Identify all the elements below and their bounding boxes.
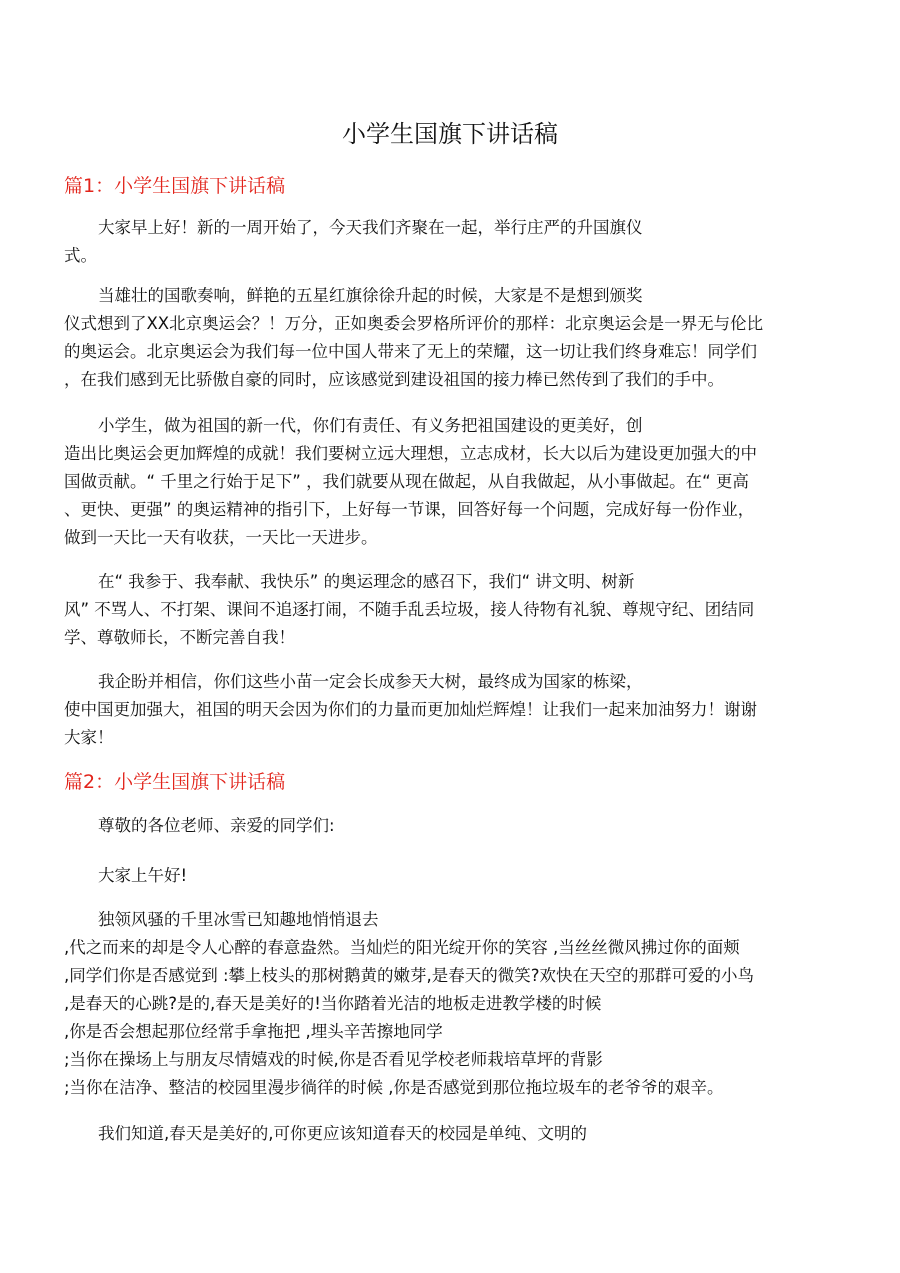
paragraph [64,282,763,394]
paragraph [64,1120,763,1148]
paragraph-line: 小学生，做为祖国的新一代，你们有责任、有义务把祖国建设的更美好，创 [98,416,643,435]
paragraph-line: 独领风骚的千里冰雪已知趣地悄悄退去 [98,910,379,929]
paragraph [64,568,763,652]
paragraph-line: ,你是否会想起那位经常手拿拖把 ,埋头辛苦擦地同学 [64,1022,443,1041]
paragraph-line: 造出比奥运会更加辉煌的成就！我们要树立远大理想，立志成材，长大以后为建设更加强大的中 [64,444,757,463]
paragraph [64,906,763,1102]
paragraph [64,214,763,270]
paragraph-line: 风” 不骂人、不打架、课间不追逐打闹，不随手乱丢垃圾，接人待物有礼貌、尊规守纪、团结同 [64,600,755,619]
paragraph-line: 、更快、更强” 的奥运精神的指引下，上好每一节课，回答好每一个问题，完成好每一份作业， [64,500,755,519]
paragraph-line: 我企盼并相信，你们这些小苗一定会长成参天大树，最终成为国家的栋梁， [98,672,643,691]
paragraph-line: 仪式想到了XX北京奥运会？！万分，正如奥委会罗格所评价的那样：北京奥运会是一界无与伦比 [64,314,764,333]
paragraph-line: ,代之而来的却是令人心醉的春意盎然。当灿烂的阳光绽开你的笑容 ,当丝丝微风拂过你的面颊 [64,938,740,957]
paragraph-line: ;当你在洁净、整洁的校园里漫步徜徉的时候 ,你是否感觉到那位拖垃圾车的老爷爷的艰辛。 [64,1078,724,1097]
paragraph-line: ,是春天的心跳?是的,春天是美好的!当你踏着光洁的地板走进教学楼的时候 [64,994,602,1013]
section-heading: 篇1：小学生国旗下讲话稿 [64,175,286,197]
paragraph-line: 我们知道,春天是美好的,可你更应该知道春天的校园是单纯、文明的 [98,1124,587,1143]
paragraph-line: 的奥运会。北京奥运会为我们每一位中国人带来了无上的荣耀，这一切让我们终身难忘！同学们 [64,342,757,361]
paragraph [64,862,763,890]
paragraph-line: 当雄壮的国歌奏响，鲜艳的五星红旗徐徐升起的时候，大家是不是想到颁奖 [98,286,643,305]
paragraph-line: ;当你在操场上与朋友尽情嬉戏的时候,你是否看见学校老师栽培草坪的背影 [64,1050,603,1069]
paragraph-line: 国做贡献。“ 千里之行始于足下” ，我们就要从现在做起，从自我做起，从小事做起。在“ 更高 [64,472,749,491]
paragraph-line: 在“ 我参于、我奉献、我快乐” 的奥运理念的感召下，我们“ 讲文明、树新 [98,572,635,591]
paragraph-line: 学、尊敬师长，不断完善自我！ [64,628,295,647]
paragraph-line: 尊敬的各位老师、亲爱的同学们: [98,816,335,835]
paragraph-line: 大家！ [64,728,114,747]
paragraph-line: 式。 [64,246,97,265]
paragraph-line: 使中国更加强大，祖国的明天会因为你们的力量而更加灿烂辉煌！让我们一起来加油努力！谢谢 [64,700,757,719]
paragraph [64,812,763,840]
paragraph-line: 大家上午好! [98,866,188,885]
paragraph-line: ，在我们感到无比骄傲自豪的同时，应该感觉到建设祖国的接力棒已然传到了我们的手中。 [64,370,724,389]
paragraph-line: ,同学们你是否感觉到 :攀上枝头的那树鹅黄的嫩芽,是春天的微笑?欢快在天空的那群可爱的小鸟 [64,966,755,985]
section-heading: 篇2：小学生国旗下讲话稿 [64,771,286,793]
paragraph [64,668,763,752]
document-title: 小学生国旗下讲话稿 [342,120,558,148]
paragraph-line: 大家早上好！新的一周开始了，今天我们齐聚在一起，举行庄严的升国旗仪 [98,218,643,237]
paragraph-line: 做到一天比一天有收获，一天比一天进步。 [64,528,378,547]
document-body [64,172,763,1148]
paragraph [64,412,763,552]
